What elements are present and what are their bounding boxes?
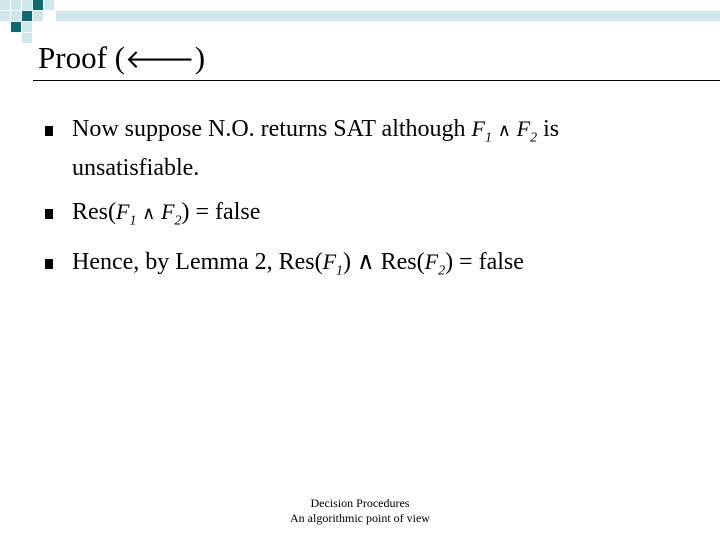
bullet-text: ) = false (181, 199, 261, 226)
bullet-text: ) ∧ Res( (343, 248, 425, 275)
and-operator: ∧ (136, 203, 162, 225)
left-arrow-icon: 🡐 (124, 45, 195, 75)
and-operator: ∧ (492, 120, 517, 141)
formula-f2: $F_2$ (516, 116, 538, 146)
list-item (45, 114, 685, 183)
formula-f2: $F_2$ (424, 248, 446, 279)
formula-f1: $F_1$ (471, 116, 492, 146)
formula-f1: $F_1$ (116, 199, 137, 229)
formula-f1: $F_1$ (322, 248, 344, 279)
bullet-text: is unsatisfiable. (72, 116, 560, 182)
slide-footer (210, 496, 510, 526)
title-underline (33, 80, 720, 81)
bullet-text: Res( (72, 199, 116, 226)
bullet-text: ) = false (445, 248, 524, 275)
slide-title (38, 40, 205, 76)
square-bullet-icon (45, 259, 53, 269)
square-bullet-icon (45, 209, 53, 219)
bullet-list (45, 114, 685, 300)
list-item (45, 197, 685, 236)
footer-line-2: An algorithmic point of view (290, 511, 430, 525)
title-text: Proof ( (38, 40, 125, 75)
formula-f2: $F_2$ (161, 199, 182, 229)
list-item (45, 247, 685, 286)
square-bullet-icon (45, 126, 53, 136)
footer-line-1: Decision Procedures (310, 496, 410, 510)
bullet-text: Hence, by Lemma 2, Res( (72, 248, 323, 275)
bullet-text: Now suppose N.O. returns SAT although (72, 116, 472, 142)
title-close: ) (194, 40, 206, 75)
